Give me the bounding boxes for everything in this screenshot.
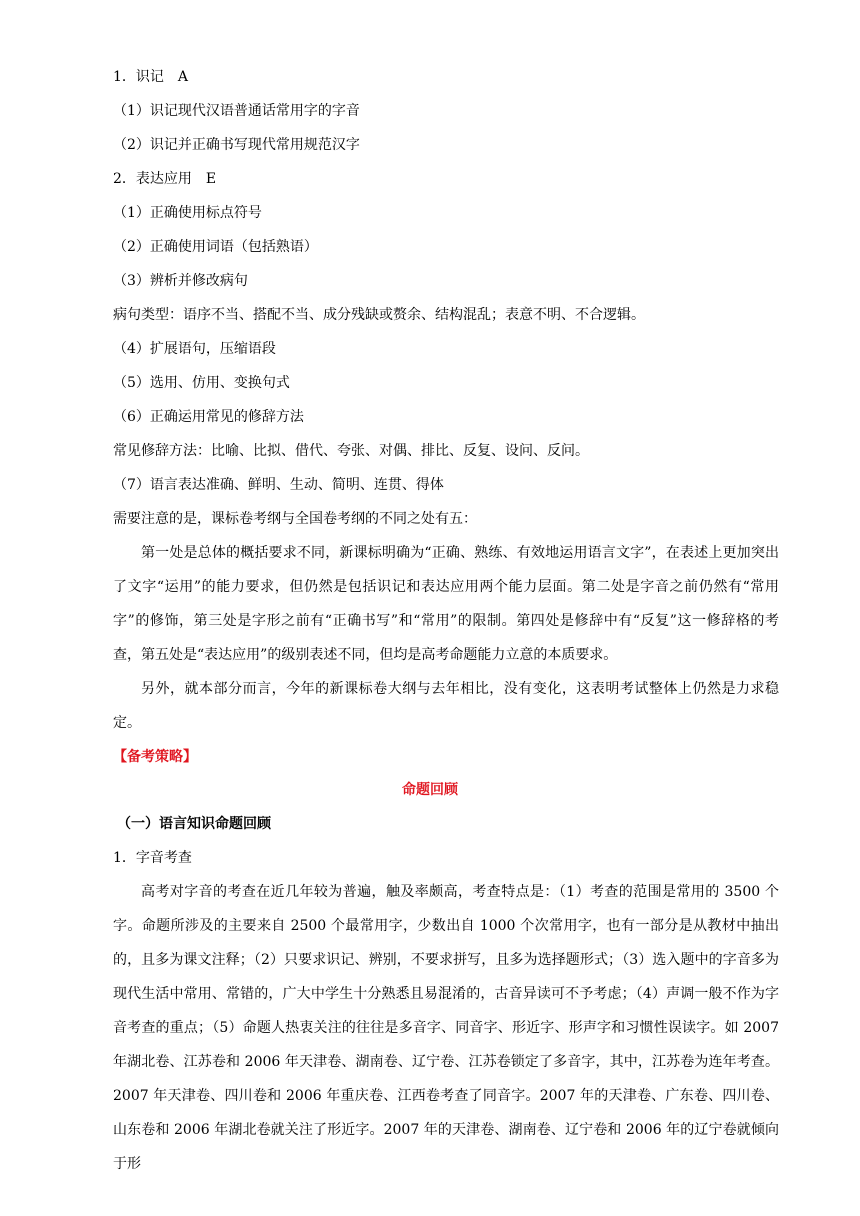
list-item: （4）扩展语句，压缩语段 [113, 341, 276, 357]
list-item: （1）正确使用标点符号 [113, 205, 262, 221]
notice-text: 需要注意的是，课标卷考纲与全国卷考纲的不同之处有五： [113, 511, 477, 527]
note-text: 病句类型：语序不当、搭配不当、成分残缺或赘余、结构混乱；表意不明、不合逻辑。 [113, 307, 645, 323]
list-item: （6）正确运用常见的修辞方法 [113, 409, 304, 425]
section-heading-expression: 2．表达应用 E [113, 171, 217, 187]
note-text: 常见修辞方法：比喻、比拟、借代、夸张、对偶、排比、反复、设问、反问。 [113, 443, 589, 459]
section-heading-memorize: 1．识记 A [113, 69, 189, 85]
list-item: （1）识记现代汉语普通话常用字的字音 [113, 103, 360, 119]
paragraph-pronunciation: 高考对字音的考查在近几年较为普遍，触及率颇高，考查特点是：（1）考查的范围是常用的 3500 个字。命题所涉及的主要来自 2500 个最常用字，少数出自 1000 个次常用字，也有一部分是从教材中抽出的，且多为课文注释；（2）只要求识记、辨别，不要求拼写，且多为选择题形式；（3）选入题中的字音多为现代生活中常用、常错的，广大中学生十分熟悉且易混淆的，古音异读可不予考虑；（4）声调一般不作为字音考查的重点；（5）命题人热衷关注的往往是多音字、同音字、形近字、形声字和习惯性误读字。如 2007 年湖北卷、江苏卷和 2006 年天津卷、湖南卷、辽宁卷、江苏卷锁定了多音字，其中，江苏卷为连年考查。2007 年天津卷、四川卷和 2006 年重庆卷、江西卷考查了同音字。2007 年的天津卷、广东卷、四川卷、山东卷和 2006 年湖北卷就关注了形近字。2007 年的天津卷、湖南卷、辽宁卷和 2006 年的辽宁卷就倾向于形 [113, 884, 779, 1172]
list-item: （2）识记并正确书写现代常用规范汉字 [113, 137, 360, 153]
list-item: （7）语言表达准确、鲜明、生动、简明、连贯、得体 [113, 477, 444, 493]
paragraph-stability: 另外，就本部分而言，今年的新课标卷大纲与去年相比，没有变化，这表明考试整体上仍然是力求稳定。 [113, 681, 779, 731]
list-item: （2）正确使用词语（包括熟语） [113, 239, 318, 255]
list-item: （3）辨析并修改病句 [113, 273, 248, 289]
paragraph-differences: 第一处是总体的概括要求不同，新课标明确为“正确、熟练、有效地运用语言文字”，在表述上更加突出了文字“运用”的能力要求，但仍然是包括识记和表达应用两个能力层面。第二处是字音之前仍然有“常用字”的修饰，第三处是字形之前有“正确书写”和“常用”的限制。第四处是修辞中有“反复”这一修辞格的考查，第五处是“表达应用”的级别表述不同，但均是高考命题能力立意的本质要求。 [113, 545, 779, 663]
subsection-item: 1．字音考查 [113, 850, 192, 866]
review-title: 命题回顾 [402, 782, 458, 798]
list-item: （5）选用、仿用、变换句式 [113, 375, 290, 391]
strategy-heading: 【备考策略】 [113, 749, 197, 765]
subsection-heading: （一）语言知识命题回顾 [117, 816, 271, 832]
